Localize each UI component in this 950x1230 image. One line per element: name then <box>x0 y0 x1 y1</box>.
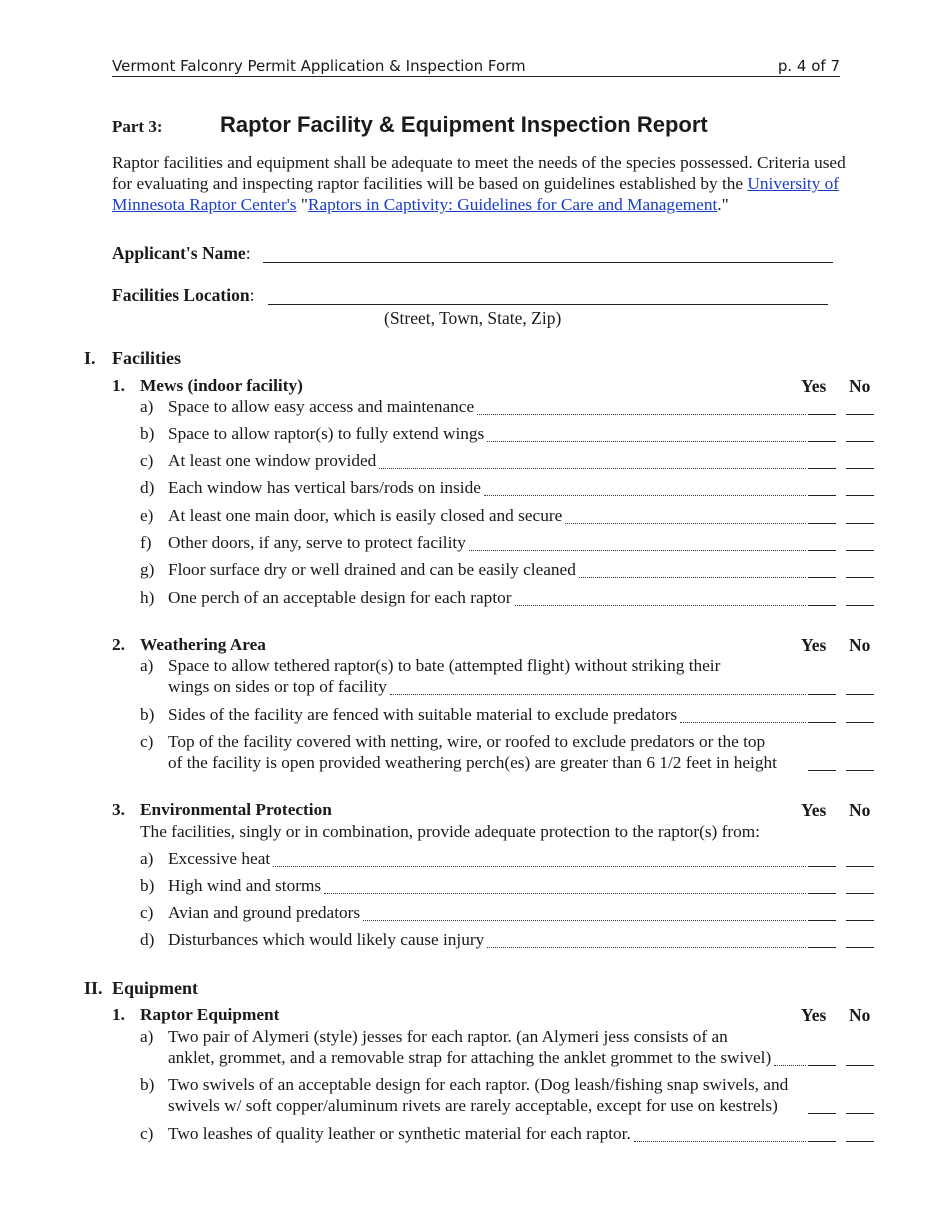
no-blank[interactable] <box>846 495 874 496</box>
item-text: At least one main door, which is easily closed and secure <box>168 506 563 525</box>
yes-blank[interactable] <box>808 866 836 867</box>
no-blank[interactable] <box>846 1141 874 1142</box>
no-column-header: No <box>849 1005 871 1025</box>
yes-blank[interactable] <box>808 694 836 695</box>
yes-column-header: Yes <box>801 1005 827 1025</box>
yes-blank[interactable] <box>808 770 836 771</box>
item-text: Floor surface dry or well drained and can be easily cleaned <box>168 560 576 579</box>
yes-blank[interactable] <box>808 495 836 496</box>
yes-blank[interactable] <box>808 920 836 921</box>
applicant-name-label: Applicant's Name: <box>112 243 251 263</box>
location-hint: (Street, Town, State, Zip) <box>384 308 562 328</box>
section-numeral: II. <box>84 978 103 998</box>
yes-blank[interactable] <box>808 893 836 894</box>
no-blank[interactable] <box>846 468 874 469</box>
dot-leader <box>487 441 806 442</box>
item-text: Avian and ground predators <box>168 903 361 922</box>
no-blank[interactable] <box>846 920 874 921</box>
item-text: Other doors, if any, serve to protect facility <box>168 533 466 552</box>
group-title-mews: Mews (indoor facility) <box>140 376 303 395</box>
item-letter: b) <box>140 424 155 443</box>
yes-blank[interactable] <box>808 605 836 606</box>
dot-leader <box>634 1141 806 1142</box>
dot-leader <box>363 920 806 921</box>
yes-blank[interactable] <box>808 1141 836 1142</box>
group-title-weathering: Weathering Area <box>140 635 266 654</box>
no-blank[interactable] <box>846 1113 874 1114</box>
group-title-environmental: Environmental Protection <box>140 800 332 819</box>
facilities-location-field[interactable] <box>268 304 828 305</box>
form-title: Vermont Falconry Permit Application & Inspection Form <box>112 57 526 75</box>
no-blank[interactable] <box>846 1065 874 1066</box>
dot-leader <box>565 523 806 524</box>
item-letter: e) <box>140 506 154 525</box>
item-letter: c) <box>140 451 154 470</box>
raptor-center-link[interactable]: University of Minnesota Raptor Center's <box>112 174 840 214</box>
yes-column-header: Yes <box>801 376 827 396</box>
no-blank[interactable] <box>846 893 874 894</box>
item-text: Two leashes of quality leather or synthetic material for each raptor. <box>168 1124 631 1143</box>
item-text: Two swivels of an acceptable design for each raptor. (Dog leash/fishing snap swivels, and <box>168 1075 789 1094</box>
item-text: Space to allow raptor(s) to fully extend wings <box>168 424 485 443</box>
item-letter: c) <box>140 903 154 922</box>
section-title-facilities: Facilities <box>112 348 181 368</box>
group-intro: The facilities, singly or in combination, provide adequate protection to the raptor(s) from: <box>140 822 761 841</box>
page-number: p. 4 of 7 <box>777 57 840 75</box>
dot-leader <box>273 866 806 867</box>
item-letter: g) <box>140 560 155 579</box>
no-blank[interactable] <box>846 441 874 442</box>
dot-leader <box>477 414 806 415</box>
applicant-name-field[interactable] <box>263 262 833 263</box>
item-letter: d) <box>140 930 155 949</box>
no-blank[interactable] <box>846 414 874 415</box>
item-text: At least one window provided <box>168 451 377 470</box>
yes-blank[interactable] <box>808 947 836 948</box>
dot-leader <box>774 1065 806 1066</box>
item-text: Each window has vertical bars/rods on inside <box>168 478 481 497</box>
yes-blank[interactable] <box>808 1065 836 1066</box>
dot-leader <box>469 550 806 551</box>
item-letter: a) <box>140 849 154 868</box>
intro-text: Raptor facilities and equipment shall be adequate to meet the needs of the species possessed. Criteria used for evaluating and inspecting raptor facilities will be based on guidelines established by the <box>112 153 846 193</box>
item-text: Two pair of Alymeri (style) jesses for each raptor. (an Alymeri jess consists of an <box>168 1027 728 1046</box>
item-letter: d) <box>140 478 155 497</box>
item-letter: b) <box>140 1075 155 1094</box>
dot-leader <box>579 577 806 578</box>
item-text-cont: swivels w/ soft copper/aluminum rivets are rarely acceptable, except for use on kestrels) <box>168 1096 778 1115</box>
no-blank[interactable] <box>846 523 874 524</box>
yes-column-header: Yes <box>801 800 827 820</box>
item-letter: a) <box>140 1027 154 1046</box>
item-text: Top of the facility covered with netting, wire, or roofed to exclude predators or the top <box>168 732 766 751</box>
yes-blank[interactable] <box>808 468 836 469</box>
page-title: Raptor Facility & Equipment Inspection Report <box>220 112 708 137</box>
yes-blank[interactable] <box>808 1113 836 1114</box>
section-numeral: I. <box>84 348 96 368</box>
item-letter: f) <box>140 533 152 552</box>
part-label: Part 3: <box>112 117 163 136</box>
item-text: Disturbances which would likely cause injury <box>168 930 485 949</box>
item-letter: b) <box>140 705 155 724</box>
facilities-location-label: Facilities Location: <box>112 285 255 305</box>
yes-blank[interactable] <box>808 550 836 551</box>
dot-leader <box>515 605 806 606</box>
item-text: Sides of the facility are fenced with suitable material to exclude predators <box>168 705 678 724</box>
item-letter: a) <box>140 397 154 416</box>
no-blank[interactable] <box>846 577 874 578</box>
dot-leader <box>390 694 806 695</box>
item-text: High wind and storms <box>168 876 322 895</box>
no-blank[interactable] <box>846 866 874 867</box>
dot-leader <box>324 893 806 894</box>
group-number: 1. <box>112 376 125 395</box>
yes-blank[interactable] <box>808 722 836 723</box>
yes-blank[interactable] <box>808 577 836 578</box>
item-letter: a) <box>140 656 154 675</box>
no-blank[interactable] <box>846 947 874 948</box>
item-text: Space to allow tethered raptor(s) to bate (attempted flight) without striking their <box>168 656 721 675</box>
yes-blank[interactable] <box>808 523 836 524</box>
group-number: 2. <box>112 635 125 654</box>
yes-blank[interactable] <box>808 414 836 415</box>
no-blank[interactable] <box>846 694 874 695</box>
item-text: One perch of an acceptable design for each raptor <box>168 588 512 607</box>
group-number: 3. <box>112 800 125 819</box>
guidelines-link[interactable]: Raptors in Captivity: Guidelines for Care and Management <box>307 195 718 214</box>
dot-leader <box>379 468 806 469</box>
no-column-header: No <box>849 800 871 820</box>
intro-paragraph <box>112 152 852 215</box>
item-text: Space to allow easy access and maintenance <box>168 397 475 416</box>
item-text-cont: anklet, grommet, and a removable strap for attaching the anklet grommet to the swivel) <box>168 1048 772 1067</box>
no-blank[interactable] <box>846 605 874 606</box>
dot-leader <box>487 947 806 948</box>
yes-column-header: Yes <box>801 635 827 655</box>
item-letter: h) <box>140 588 155 607</box>
item-text: Excessive heat <box>168 849 271 868</box>
yes-blank[interactable] <box>808 441 836 442</box>
no-blank[interactable] <box>846 722 874 723</box>
item-letter: b) <box>140 876 155 895</box>
item-text-cont: wings on sides or top of facility <box>168 677 387 696</box>
item-letter: c) <box>140 1124 154 1143</box>
intro-text: ." <box>717 195 729 214</box>
no-blank[interactable] <box>846 550 874 551</box>
group-title-raptor-equipment: Raptor Equipment <box>140 1005 280 1024</box>
section-title-equipment: Equipment <box>112 978 199 998</box>
item-letter: c) <box>140 732 154 751</box>
no-blank[interactable] <box>846 770 874 771</box>
item-text-cont: of the facility is open provided weathering perch(es) are greater than 6 1/2 feet in height <box>168 753 777 772</box>
page-header <box>112 56 840 77</box>
group-number: 1. <box>112 1005 125 1024</box>
no-column-header: No <box>849 376 871 396</box>
dot-leader <box>680 722 806 723</box>
no-column-header: No <box>849 635 871 655</box>
intro-text: " <box>296 195 308 214</box>
dot-leader <box>484 495 806 496</box>
